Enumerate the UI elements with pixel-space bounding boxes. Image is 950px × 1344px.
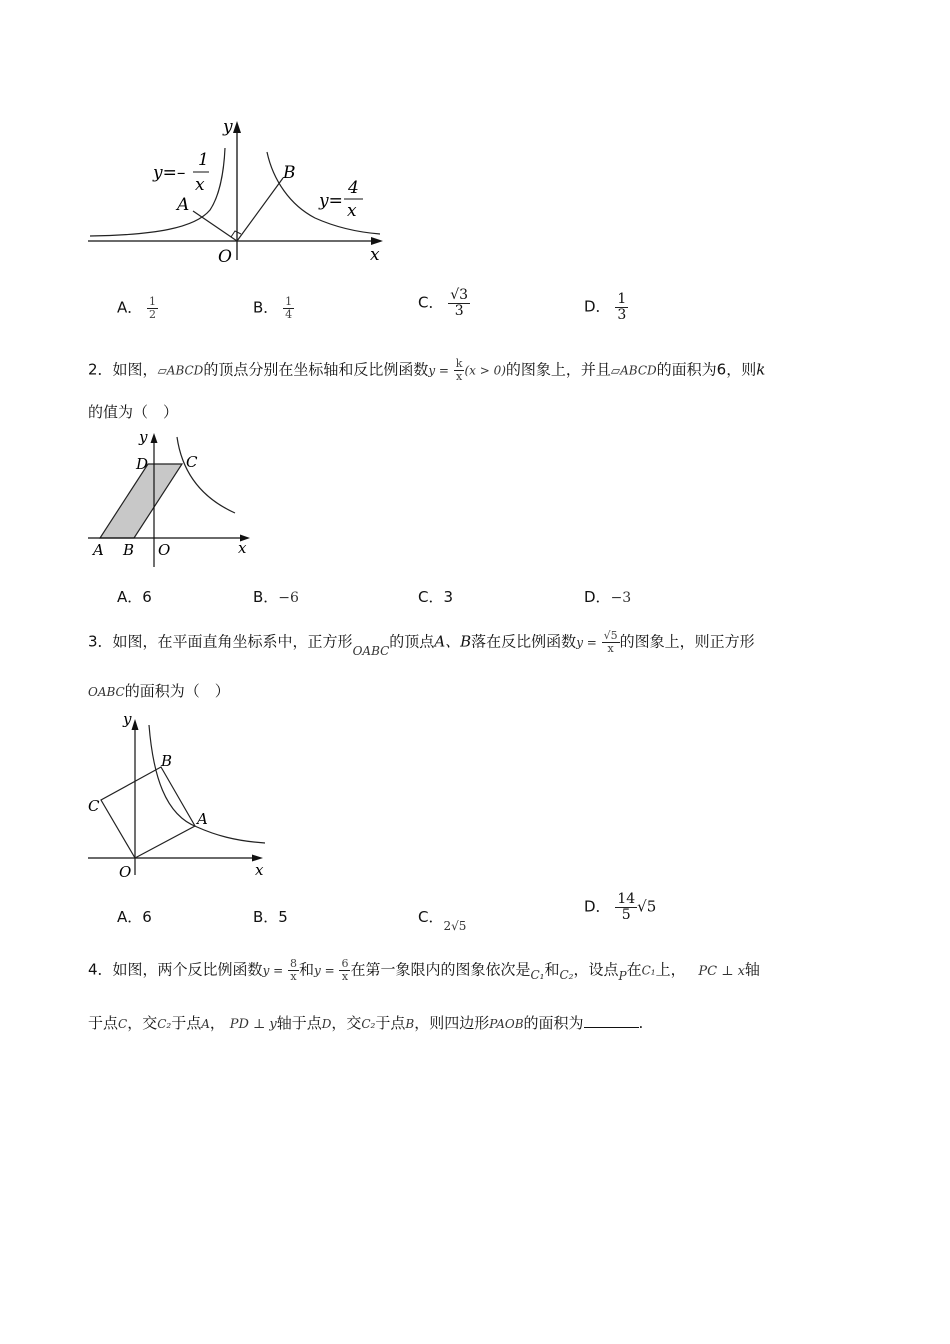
q3-func-num: √5 [603,629,618,642]
q1-label-a: A [177,195,190,215]
q2-option-a-letter: A． [117,588,143,606]
q2-text-2: 的顶点分别在坐标轴和反比例函数 [203,360,429,379]
q3-y-arrow [132,719,139,730]
q3-label-o: O [119,863,132,881]
q4-and-2: 和 [544,960,560,979]
q4-f2-prefix: y = [314,963,335,978]
q4-stem-line2 [88,1012,643,1033]
q4-l2-c2: C₂ [157,1017,172,1031]
q3-square-shape [101,767,195,858]
q4-f2-num: 6 [341,957,349,970]
q2-y-arrow [151,433,158,443]
q4-l2-end: . [638,1014,644,1032]
q2-label-y: y [139,428,148,446]
q3-text-4: 的图象上，则正方形 [619,632,755,651]
q2-label-o: O [158,541,171,559]
q2-option-c[interactable] [418,586,453,607]
q2-option-d[interactable] [584,586,631,607]
q4-l2-perp: PD ⊥ y [229,1017,277,1032]
q4-l2-quad: PAOB [489,1017,524,1031]
q3-option-a-letter: A． [117,908,143,926]
q3-option-d-tail: √5 [637,897,657,916]
q1-func-right-den: x [347,201,357,221]
q2-func-prefix: y = [428,363,449,378]
q3-number: 3． [88,632,113,651]
q3-option-c[interactable] [418,906,467,933]
q3-label-a: A [197,810,208,828]
q1-label-x: x [370,245,380,265]
q4-l2-text-4: ， [209,1014,225,1032]
q2-option-c-letter: C． [418,588,444,606]
q3-square: OABC [352,643,390,658]
q2-label-c: C [186,453,198,471]
q4-l2-text-6: ，交 [331,1014,362,1032]
q2-number: 2． [88,360,113,379]
q3-line2-text: 的面积为（ ） [124,682,230,700]
q1-y-arrow [233,121,241,133]
q1-option-c-num: √3 [450,287,469,303]
q2-text-4: 的面积为6，则 [656,360,757,379]
q3-label-x: x [255,861,264,879]
q4-text-3: ，设点 [573,960,619,979]
q2-func-den: x [455,369,463,383]
q4-text-4: 在 [626,960,642,979]
q1-option-c-den: 3 [454,302,464,319]
q3-label-b: B [161,752,173,770]
q1-option-d-letter: D． [584,297,611,316]
q2-stem-line1 [88,358,765,382]
q4-l2-text-7: 于点 [375,1014,406,1032]
q2-curve [177,437,235,513]
q3-label-c: C [88,797,100,815]
q3-figure [85,705,270,885]
q1-option-a[interactable] [117,296,158,320]
q4-l2-text-8: ，则四边形 [414,1014,490,1032]
q4-l2-c2-b: C₂ [361,1017,376,1031]
q4-number: 4． [88,960,113,979]
q2-option-b-letter: B． [253,588,279,606]
q3-option-b-value: 5 [278,908,288,926]
q1-x-arrow [371,237,383,245]
q1-segment-ob [237,178,283,241]
q4-l2-text-9: 的面积为 [523,1014,584,1032]
q1-func-right-num: 4 [348,178,359,198]
q4-f1-prefix: y = [262,963,284,978]
q2-stem-line2: 的值为（ ） [88,403,179,421]
q2-option-b[interactable] [253,586,299,607]
q1-right-angle [231,231,241,237]
q4-l2-a: A [201,1017,210,1031]
q1-option-b[interactable] [253,296,294,320]
q4-c2: C₂ [559,967,574,982]
q3-option-d-den: 5 [621,906,631,923]
q2-label-b: B [123,541,135,559]
q3-text-3: 落在反比例函数 [471,632,577,651]
q1-option-d-den: 3 [617,306,627,323]
q1-label-o: O [218,247,232,267]
q4-l2-text-1: 于点 [88,1014,119,1032]
q4-text-6: 轴 [744,960,760,979]
q4-l2-text-5: 轴于点 [276,1014,322,1032]
q1-option-a-letter: A． [117,298,143,317]
q1-segment-oa [193,211,237,241]
q1-func-left-num: 1 [198,150,209,170]
q4-answer-blank[interactable] [584,1013,639,1028]
q1-option-a-num: 1 [149,295,157,308]
q2-option-c-value: 3 [443,588,454,606]
q3-square-2: OABC [88,685,125,699]
q4-f2-den: x [341,969,349,983]
q2-parallelogram-2: ▱ABCD [610,363,657,378]
q4-stem-line1 [88,958,760,982]
q4-l2-d: D [321,1017,332,1031]
q2-option-a-value: 6 [142,588,152,606]
q1-option-c[interactable] [418,288,470,318]
q4-c1-b: C₁ [641,963,656,978]
q2-parallelogram: ▱ABCD [157,363,204,378]
q3-option-b-letter: B． [253,908,279,926]
q3-points: A、B [434,632,472,651]
q1-func-left-den: x [195,175,205,195]
q3-stem-line2 [88,680,230,701]
q1-option-c-letter: C． [418,293,444,312]
q2-option-d-letter: D． [584,588,611,606]
q4-and: 和 [299,960,315,979]
q3-option-d-num: 14 [617,891,636,907]
q1-func-right-prefix: y= [319,191,343,211]
q3-label-y: y [123,710,132,728]
q1-option-d[interactable] [584,292,628,322]
q2-label-d: D [136,455,149,473]
q3-text-1: 如图，在平面直角坐标系中，正方形 [112,632,353,651]
q2-figure [85,425,255,570]
q4-text-5: 上， [655,960,686,979]
q3-option-c-value: 2√5 [443,919,467,933]
q1-label-b: B [283,163,296,183]
q3-option-d[interactable] [584,892,656,922]
q2-label-x: x [238,539,247,557]
q1-label-y: y [223,117,233,137]
q4-l2-text-3: 于点 [171,1014,202,1032]
q3-option-a[interactable] [117,906,152,927]
q3-func-prefix: y = [576,635,597,650]
q4-p: P [618,968,627,983]
q2-func-cond: (x > 0) [464,363,506,378]
q4-l2-text-2: ，交 [127,1014,158,1032]
q3-option-d-letter: D． [584,897,611,916]
q1-func-left-prefix: y=– [153,163,186,183]
q1-option-d-num: 1 [617,291,627,307]
q1-option-a-den: 2 [149,307,157,321]
q2-option-d-value: −3 [610,590,632,606]
q4-text-1: 如图，两个反比例函数 [112,960,263,979]
q2-label-a: A [93,541,104,559]
q3-option-b[interactable] [253,906,288,927]
q3-option-a-value: 6 [142,908,152,926]
q2-func-num: k [455,357,463,370]
q3-stem-line1 [88,629,755,658]
q1-figure [85,110,395,270]
q4-l2-b: B [405,1017,415,1031]
q4-c1: C₁ [530,967,545,982]
q2-var-k: k [756,360,766,379]
q2-option-a[interactable] [117,586,152,607]
q4-perp-1: PC ⊥ x [698,963,745,979]
q2-parallelogram-shape [100,464,182,538]
q1-option-b-den: 4 [285,307,293,321]
q4-l2-c: C [118,1017,128,1031]
q4-f1-num: 8 [290,957,297,970]
q2-option-b-value: −6 [278,590,299,606]
q4-text-2: 在第一象限内的图象依次是 [350,960,531,979]
q3-func-den: x [607,641,614,655]
q4-f1-den: x [290,969,297,983]
q1-option-b-num: 1 [285,295,293,308]
q1-option-b-letter: B． [253,298,279,317]
q3-text-2: 的顶点 [389,632,435,651]
q2-text-1: 如图， [112,360,158,379]
q3-option-c-letter: C． [418,908,444,926]
q2-text-3: 的图象上，并且 [505,360,611,379]
